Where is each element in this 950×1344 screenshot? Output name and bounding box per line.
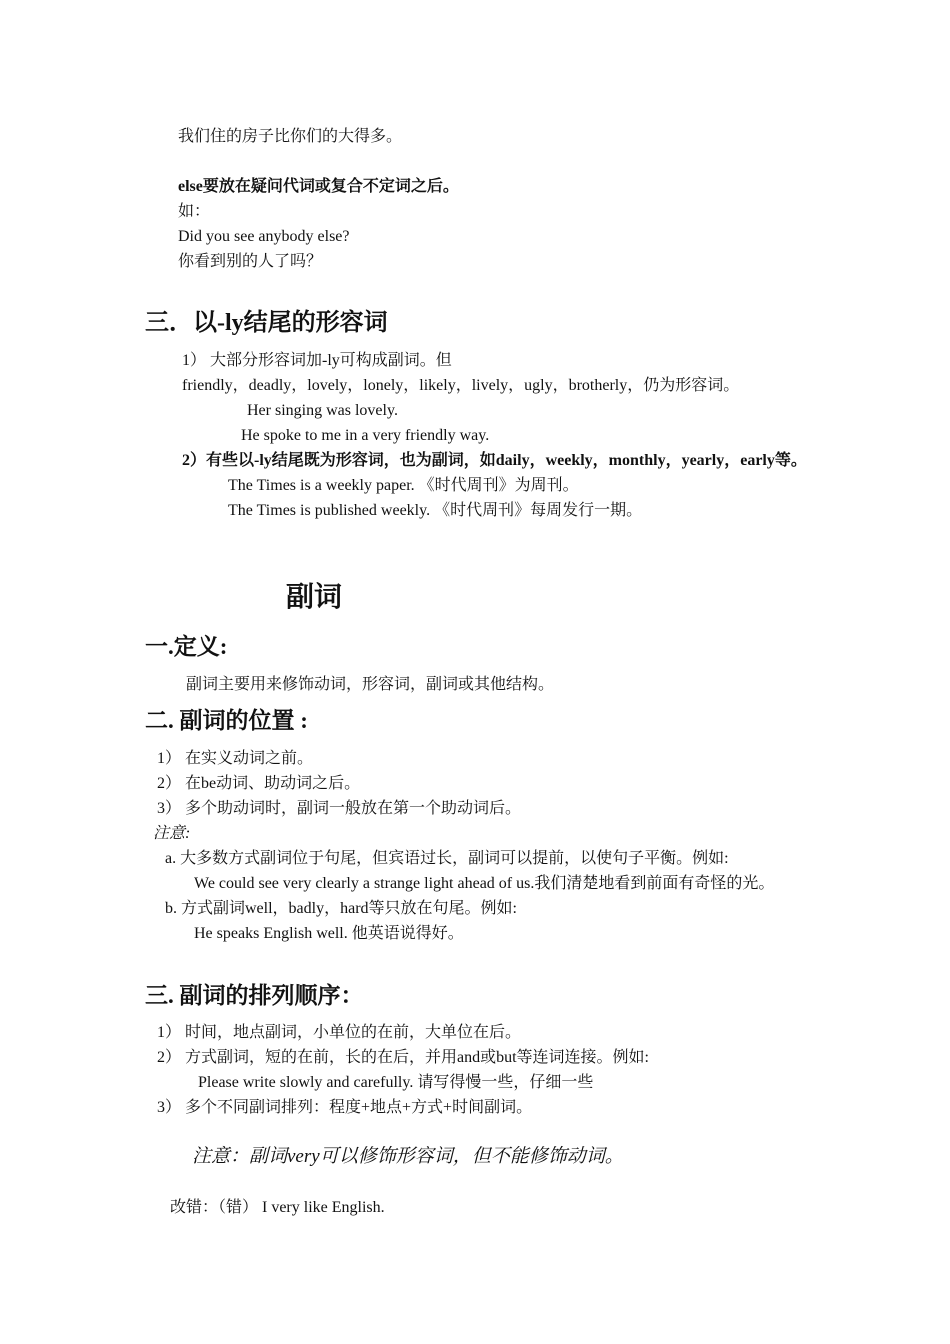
note-b-example: He speaks English well. 他英语说得好。 (194, 925, 464, 942)
position-heading: 二. 副词的位置 : (145, 708, 308, 733)
note-a-example: We could see very clearly a strange light ahead of us.我们清楚地看到前面有奇怪的光。 (194, 875, 775, 892)
definition-text: 副词主要用来修饰动词，形容词，副词或其他结构。 (186, 676, 555, 693)
order-item-1: 1） 时间，地点副词，小单位的在前，大单位在后。 (157, 1024, 522, 1041)
note-a: a. 大多数方式副词位于句尾，但宾语过长，副词可以提前，以使句子平衡。例如: (165, 850, 729, 867)
ly-item1-list: friendly，deadly，lovely，lonely，likely，lively，ugly，brotherly，仍为形容词。 (182, 377, 740, 394)
example-chinese: 你看到别的人了吗？ (178, 253, 323, 270)
example-english: Did you see anybody else? (178, 228, 350, 245)
position-item-2: 2） 在be动词、助动词之后。 (157, 775, 361, 792)
sentence-line: 我们住的房子比你们的大得多。 (178, 128, 403, 145)
position-item-1: 1） 在实义动词之前。 (157, 750, 314, 767)
order-heading: 三. 副词的排列顺序： (145, 983, 364, 1008)
position-item-3: 3） 多个助动词时，副词一般放在第一个助动词后。 (157, 800, 522, 817)
example-label: 如： (178, 203, 211, 220)
definition-heading: 一.定义: (145, 634, 228, 659)
else-rule: else要放在疑问代词或复合不定词之后。 (178, 178, 459, 195)
caution-note: 注意：副词very可以修饰形容词，但不能修饰动词。 (192, 1146, 624, 1167)
section-heading-ly-adjectives: 三．以-ly结尾的形容词 (145, 310, 388, 336)
note-b: b. 方式副词well，badly，hard等只放在句尾。例如: (165, 900, 517, 917)
order-item-2-example: Please write slowly and carefully. 请写得慢一些，仔细一些 (198, 1074, 594, 1091)
correction-line: 改错：（错） I very like English. (170, 1199, 385, 1216)
order-item-3: 3） 多个不同副词排列：程度+地点+方式+时间副词。 (157, 1099, 533, 1116)
ly-item1-intro: 1） 大部分形容词加-ly可构成副词。但 (182, 352, 452, 369)
ly-item2-example2: The Times is published weekly. 《时代周刊》每周发行一期。 (228, 502, 643, 519)
order-item-2: 2） 方式副词，短的在前，长的在后，并用and或but等连词连接。例如: (157, 1049, 649, 1066)
note-label: 注意: (153, 825, 191, 842)
ly-item1-example1: Her singing was lovely. (247, 402, 398, 419)
ly-item1-example2: He spoke to me in a very friendly way. (241, 427, 490, 444)
ly-item2: 2）有些以-ly结尾既为形容词，也为副词，如daily，weekly，monthly，yearly，early等。 (182, 452, 807, 469)
ly-item2-example1: The Times is a weekly paper. 《时代周刊》为周刊。 (228, 477, 579, 494)
page-title: 副词 (286, 582, 343, 613)
